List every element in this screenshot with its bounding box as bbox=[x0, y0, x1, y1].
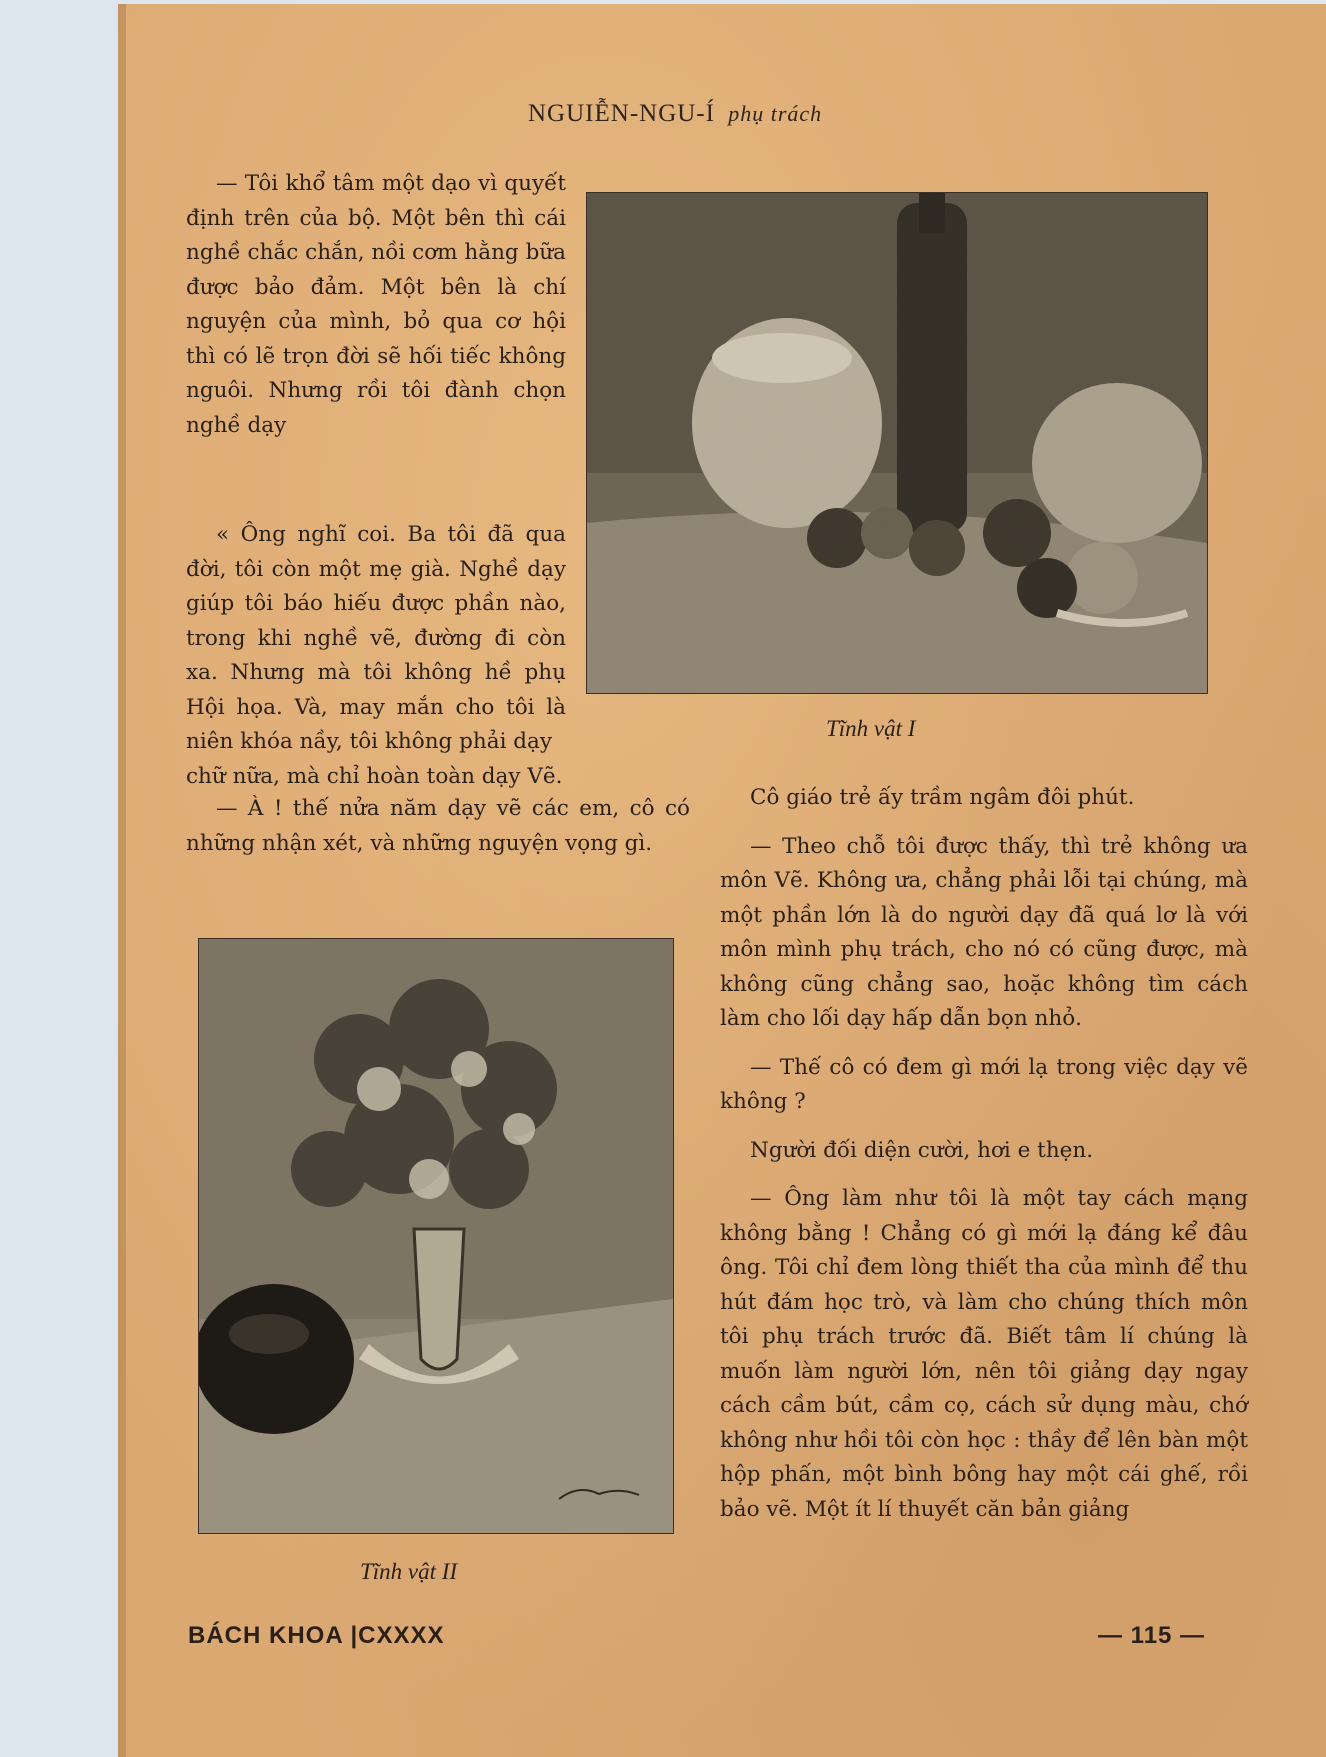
paragraph: — À ! thế nửa năm dạy vẽ các em, cô có những nhận xét, và những nguyện vọng gì. bbox=[186, 796, 690, 856]
paragraph-end: chữ nữa, mà chỉ hoàn toàn dạy Vẽ. bbox=[186, 763, 563, 789]
page-header bbox=[528, 100, 822, 128]
caption-artwork-1: Tĩnh vật I bbox=[826, 716, 916, 741]
artwork-still-life-2 bbox=[198, 938, 674, 1534]
paragraph: Cô giáo trẻ ấy trầm ngâm đôi phút. bbox=[750, 785, 1135, 810]
paragraph: — Ông làm như tôi là một tay cách mạng không bằng ! Chẳng có gì mới lạ đáng kể đâu ông. Tôi chỉ đem lòng thiết tha của mình để thu hút đám học trò, và làm cho chúng thích môn tôi phụ trách trước đã. Biết tâm lí chúng là muốn làm người lớn, nên tôi giảng dạy ngay cách cầm bút, cầm cọ, cách sử dụng màu, chớ không như hồi tôi còn học : thầy để lên bàn một hộp phấn, một bình bông hay một cái ghế, rồi bảo vẽ. Một ít lí thuyết căn bản giảng bbox=[720, 1186, 1248, 1522]
left-column-wide bbox=[186, 792, 690, 875]
paragraph: « Ông nghĩ coi. Ba tôi đã qua đời, tôi còn một mẹ già. Nghề dạy giúp tôi báo hiếu được phần nào, trong khi nghề vẽ, đường đi còn xa. Nhưng mà tôi không hề phụ Hội họa. Và, may mắn cho tôi là niên khóa nầy, tôi không phải dạy bbox=[186, 522, 566, 754]
page-edge-shadow bbox=[118, 4, 126, 1757]
footer-magazine-name: BÁCH KHOA |CXXXX bbox=[188, 1622, 445, 1649]
left-column-middle bbox=[186, 518, 566, 794]
paragraph: — Thế cô có đem gì mới lạ trong việc dạy vẽ không ? bbox=[720, 1054, 1248, 1114]
artwork-still-life-1 bbox=[586, 192, 1208, 694]
paragraph: — Tôi khổ tâm một dạo vì quyết định trên của bộ. Một bên thì cái nghề chắc chắn, nồi cơm hằng bữa được bảo đảm. Một bên là chí nguyện của mình, bỏ qua cơ hội thì có lẽ trọn đời sẽ hối tiếc không nguôi. Nhưng rồi tôi đành chọn nghề dạy bbox=[186, 171, 566, 438]
still-life-2-image bbox=[199, 939, 673, 1533]
paragraph: — Theo chỗ tôi được thấy, thì trẻ không ưa môn Vẽ. Không ưa, chẳng phải lỗi tại chúng, mà một phần lớn là do người dạy đã quá lơ là với môn mình phụ trách, cho nó có cũng được, mà không cũng chẳng sao, hoặc không tìm cách làm cho lối dạy hấp dẫn bọn nhỏ. bbox=[720, 833, 1248, 1031]
caption-artwork-2: Tĩnh vật II bbox=[360, 1559, 458, 1584]
magazine-page bbox=[118, 4, 1326, 1757]
right-column bbox=[720, 781, 1248, 1541]
left-column-top bbox=[186, 167, 566, 457]
header-subtitle: phụ trách bbox=[728, 101, 823, 126]
still-life-1-image bbox=[587, 193, 1207, 693]
footer-page-number: — 115 — bbox=[1098, 1622, 1206, 1649]
header-title: NGUIỄN-NGU-Í bbox=[528, 100, 715, 127]
paragraph: Người đối diện cười, hơi e thẹn. bbox=[750, 1137, 1094, 1163]
